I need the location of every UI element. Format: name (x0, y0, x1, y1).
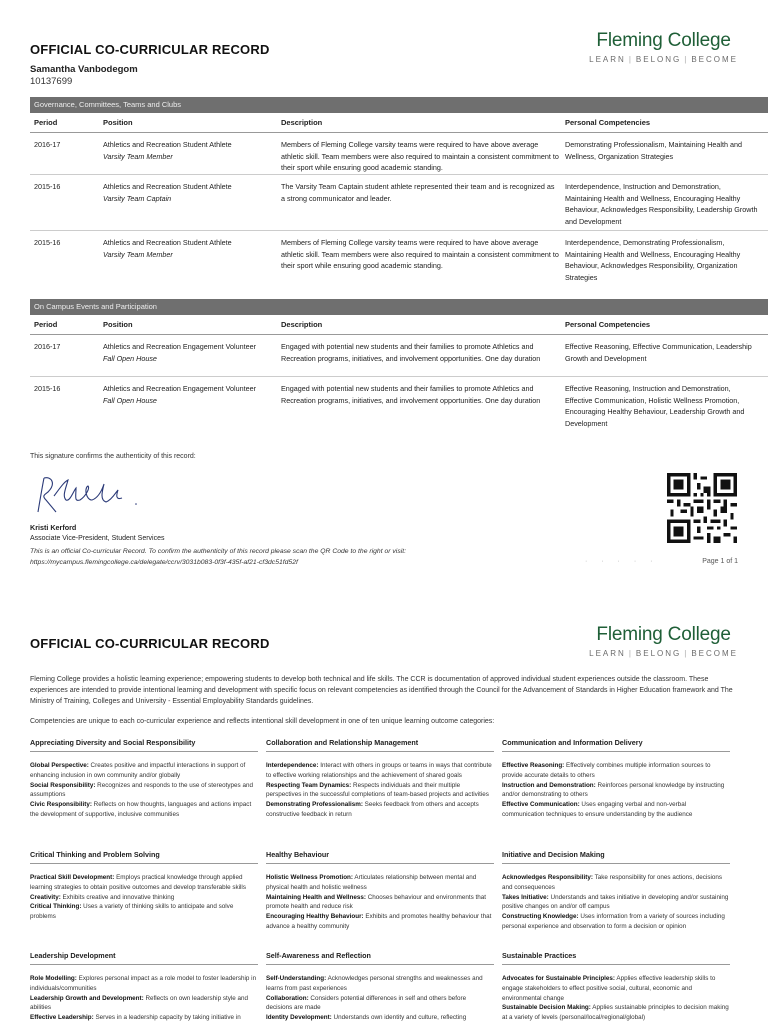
table-row (30, 231, 768, 293)
row-period: 2016-17 (34, 140, 61, 149)
category-self-awareness: Self-Awareness and Reflection Self-Understanding: Acknowledges personal strengths and weaknesses and learns from past experiences Collaboration: Considers potential differences in self and others before decisions are made Identity Development: Understands own identity and culture, reflecting (266, 951, 502, 1023)
row-position: Athletics and Recreation Student Athlete Varsity Team Member (103, 140, 232, 161)
category-row (30, 951, 738, 1023)
intro-paragraph: Fleming College provides a holistic learning experience; empowering students to develop both technical and life skills. The CCR is documentation of approved individual student experiences outside the classroom. These experiences are intended to provide intentional learning and development with specific focus on relevant competencies as identified through the Council for the Advancement of Standards in Higher Education framework and The Ministry of Training, Colleges and University - Essential Employability Standards guidelines. (30, 676, 733, 705)
signature-image (30, 470, 150, 520)
student-id: 10137699 (30, 76, 73, 87)
row-description: Engaged with potential new students and their families to promote Athletics and Recreation programs, initiatives, and involvement opportunities. One day duration (281, 342, 541, 363)
record-page-2 (0, 605, 768, 1024)
qr-code-icon[interactable] (667, 473, 737, 543)
section-on-campus-events (30, 299, 768, 429)
logo-name: Fleming College (596, 624, 731, 645)
page-title: OFFICIAL CO-CURRICULAR RECORD (30, 636, 270, 651)
section-title: On Campus Events and Participation (30, 299, 768, 315)
logo-tagline: LEARN | BELONG | BECOME (589, 55, 738, 64)
row-description: Members of Fleming College varsity teams were required to have above average athletic skill. Team members were also required to maintain a consistent commitment to their sport while ensuring good academic standing. (281, 140, 559, 172)
header-competencies: Personal Competencies (565, 118, 651, 127)
row-position: Athletics and Recreation Engagement Volunteer Fall Open House (103, 342, 257, 363)
category-row (30, 738, 738, 820)
row-period: 2015-16 (34, 238, 61, 247)
table-header (30, 315, 768, 335)
row-position: Athletics and Recreation Student Athlete Varsity Team Captain (103, 182, 232, 203)
row-description: The Varsity Team Captain student athlete represented their team and is recognized as a strong communicator and leader. (281, 182, 555, 203)
row-position: Athletics and Recreation Student Athlete Varsity Team Member (103, 238, 232, 259)
row-competencies: Interdependence, Instruction and Demonstration, Maintaining Health and Wellness, Encouraging Healthy Behaviour, Acknowledges Responsibility, Leadership Growth and Development (565, 182, 758, 226)
category-initiative: Initiative and Decision Making Acknowledges Responsibility: Take responsibility for ones actions, decisions and consequences Takes Initiative: Understands and takes initiative in developing and/or sustaining positive changes on and/or off campus Constructing Knowledge: Uses information from a variety of sources including personal experience and observation to form a decision or opinion (502, 850, 729, 930)
category-appreciating-diversity: Appreciating Diversity and Social Responsibility Global Perspective: Creates positive and impactful interactions in support of enhancing inclusion in own community and/or globally Social Responsibility: Recognizes and responds to the use of stereotypes and assumptions Civic Responsibility: Reflects on how thoughts, languages and actions impact the development of supportive, inclusive communities (30, 738, 266, 820)
page-dots: · · · · · (585, 558, 659, 565)
row-description: Engaged with potential new students and their families to promote Athletics and Recreation programs, initiatives, and involvement opportunities. One day duration (281, 384, 541, 405)
signature-confirmation: This signature confirms the authenticity of this record: (30, 453, 196, 460)
intro-competencies: Competencies are unique to each co-curricular experience and reflects intentional skill development in one of ten unique learning outcome categories: (30, 718, 495, 725)
row-competencies: Effective Reasoning, Instruction and Demonstration, Effective Communication, Holistic Wellness Promotion, Encouraging Healthy Behaviour, Leadership Growth and Development (565, 384, 745, 428)
row-competencies: Demonstrating Professionalism, Maintaining Health and Wellness, Organization Strategies (565, 140, 742, 161)
table-header (30, 113, 768, 133)
logo-name: Fleming College (596, 30, 731, 51)
row-period: 2016-17 (34, 342, 61, 351)
row-competencies: Interdependence, Demonstrating Professionalism, Maintaining Health and Wellness, Encouraging Healthy Behaviour, Acknowledges Responsibility, Organization Strategies (565, 238, 741, 282)
page-title: OFFICIAL CO-CURRICULAR RECORD (30, 42, 270, 57)
row-competencies: Effective Reasoning, Effective Communication, Leadership Growth and Development (565, 342, 752, 363)
page-number: Page 1 of 1 (702, 558, 738, 565)
header-position: Position (103, 320, 133, 329)
section-title: Governance, Committees, Teams and Clubs (30, 97, 768, 113)
row-period: 2015-16 (34, 384, 61, 393)
signatory-name: Kristi Kerford (30, 523, 77, 532)
header-description: Description (281, 118, 323, 127)
category-communication: Communication and Information Delivery Effective Reasoning: Effectively combines multiple information sources to provide accurate details to others Instruction and Demonstration: Reinforces personal knowledge by instructing and/or demonstrating to others Effective Communication: Uses engaging verbal and non-verbal communication techniques to ensure understanding by the audience (502, 738, 738, 820)
category-sustainable-practices: Sustainable Practices Advocates for Sustainable Principles: Applies effective leadership skills to engage stakeholders to effect positive social, cultural, economic and environmental change Sustainable Decision Making: Applies sustainable principles to decision making at a variety of levels (personal/local/regional/global) (502, 951, 729, 1022)
header-period: Period (34, 118, 58, 127)
category-critical-thinking: Critical Thinking and Problem Solving Practical Skill Development: Employs practical knowledge through applied learning strategies to obtain positive outcomes and develop transferable skills Creativity: Exhibits creative and innovative thinking Critical Thinking: Uses a variety of thinking skills to anticipate and solve problems (30, 850, 266, 932)
table-row (30, 175, 768, 231)
category-leadership: Leadership Development Role Modelling: Explores personal impact as a role model to foster leadership in individuals/communities Leadership Growth and Development: Reflects on own leadership style and abilities Effective Leadership: Serves in a leadership capacity by taking initiative in (30, 951, 257, 1022)
table-row (30, 377, 768, 429)
signatory-role: Associate Vice-President, Student Services (30, 535, 165, 542)
category-row (30, 850, 738, 932)
header-description: Description (281, 320, 323, 329)
fleming-college-logo (589, 624, 738, 658)
fleming-college-logo (589, 30, 738, 64)
verification-note: This is an official Co-curricular Record. To confirm the authenticity of this record please scan the QR Code to the right or visit: https://mycampus.flemingcollege.ca/delegate/ccrv/3031b083-0f3f-435f-af21-cf3dc51fd52f (30, 548, 407, 566)
header-period: Period (34, 320, 58, 329)
row-description: Members of Fleming College varsity teams were required to have above average athletic skill. Team members were also required to maintain a consistent commitment to their sport while ensuring good academic standing. (281, 238, 559, 270)
student-name: Samantha Vanbodegom (30, 64, 138, 75)
row-period: 2015-16 (34, 182, 61, 191)
table-row (30, 335, 768, 377)
header-competencies: Personal Competencies (565, 320, 651, 329)
category-healthy-behaviour: Healthy Behaviour Holistic Wellness Promotion: Articulates relationship between mental and physical health and holistic wellness Maintaining Health and Wellness: Chooses behaviour and environments that promote health and reduce risk Encouraging Healthy Behaviour: Exhibits and promotes healthy behaviour that advance a healthy community (266, 850, 502, 932)
logo-tagline: LEARN | BELONG | BECOME (589, 649, 738, 658)
table-row (30, 133, 768, 175)
category-collaboration: Collaboration and Relationship Management Interdependence: Interact with others in groups or teams in ways that contribute to effective working relationships and the achievement of shared goals Respecting Team Dynamics: Respects individuals and their multiple perspectives in the successful completions of team-based projects and activities Demonstrating Professionalism: Seeks feedback from others and accepts constructive feedback in return (266, 738, 502, 820)
verification-url[interactable]: https://mycampus.flemingcollege.ca/delegate/ccrv/3031b083-0f3f-435f-af21-cf3dc51fd52f (30, 559, 298, 566)
header-position: Position (103, 118, 133, 127)
section-governance (30, 97, 768, 293)
row-position: Athletics and Recreation Engagement Volunteer Fall Open House (103, 384, 257, 405)
